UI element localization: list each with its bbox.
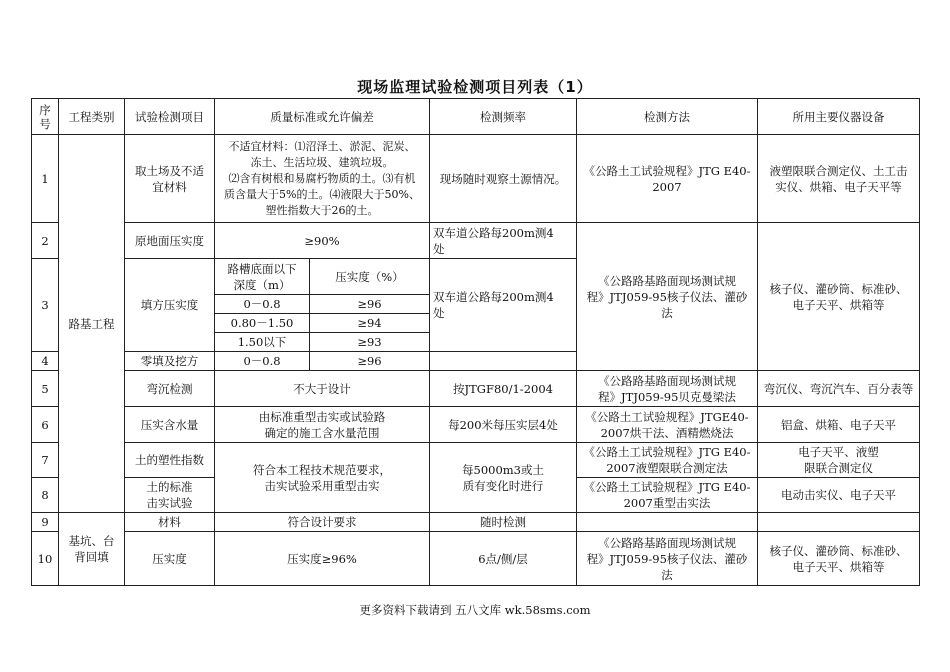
item-cell: 土的塑性指数 bbox=[125, 443, 215, 478]
item-cell: 填方压实度 bbox=[125, 259, 215, 352]
method-cell: 《公路土工试验规程》JTG E40- 2007重型击实法 bbox=[577, 478, 758, 513]
table-row bbox=[32, 371, 920, 407]
method-cell: 《公路路基路面现场测试规 程》JTJ059-95核子仪法、灌砂 法 bbox=[577, 223, 758, 371]
seq-cell: 2 bbox=[32, 223, 59, 259]
frequency-cell: 6点/侧/层 bbox=[430, 532, 577, 586]
seq-cell: 8 bbox=[32, 478, 59, 513]
header-standard: 质量标准或允许偏差 bbox=[215, 99, 430, 135]
header-method: 检测方法 bbox=[577, 99, 758, 135]
item-cell: 土的标准 击实试验 bbox=[125, 478, 215, 513]
seq-cell: 3 bbox=[32, 259, 59, 352]
header-row bbox=[32, 99, 920, 135]
standard-cell: ≥90% bbox=[215, 223, 430, 259]
compaction-cell: ≥94 bbox=[310, 314, 430, 333]
header-equipment: 所用主要仪器设备 bbox=[758, 99, 920, 135]
compaction-cell: ≥96 bbox=[310, 295, 430, 314]
header-category: 工程类别 bbox=[59, 99, 125, 135]
standard-cell: 不适宜材料：⑴沼泽土、淤泥、泥炭、 冻土、生活垃圾、建筑垃圾。 ⑵含有树根和易腐朽物质的土。⑶有机 质含量大于5%的土。⑷液限大于50%、 塑性指数大于26的土。 bbox=[215, 135, 430, 223]
frequency-cell: 双车道公路每200m测4 处 bbox=[430, 259, 577, 352]
category-cell: 路基工程 bbox=[59, 135, 125, 513]
depth-cell: 0－0.8 bbox=[215, 352, 310, 371]
table-row bbox=[32, 443, 920, 478]
subheader-depth: 路槽底面以下 深度（m） bbox=[215, 259, 310, 295]
standard-cell: 不大于设计 bbox=[215, 371, 430, 407]
method-cell: 《公路土工试验规程》JTG E40- 2007 bbox=[577, 135, 758, 223]
method-cell: 《公路土工试验规程》JTG E40- 2007液塑限联合测定法 bbox=[577, 443, 758, 478]
depth-cell: 1.50以下 bbox=[215, 333, 310, 352]
seq-cell: 9 bbox=[32, 513, 59, 532]
compaction-cell: ≥93 bbox=[310, 333, 430, 352]
header-seq: 序 号 bbox=[32, 99, 59, 135]
item-cell: 取土场及不适 宜材料 bbox=[125, 135, 215, 223]
table-row bbox=[32, 223, 920, 259]
method-cell: 《公路路基路面现场测试规 程》JTJ059-95核子仪法、灌砂 法 bbox=[577, 532, 758, 586]
item-cell: 弯沉检测 bbox=[125, 371, 215, 407]
compaction-cell: ≥96 bbox=[310, 352, 430, 371]
footer-text: 更多资料下载请到 五八文库 wk.58sms.com bbox=[359, 603, 591, 617]
equipment-cell bbox=[758, 513, 920, 532]
standard-cell: 压实度≥96% bbox=[215, 532, 430, 586]
method-cell bbox=[577, 513, 758, 532]
standard-cell: 符合设计要求 bbox=[215, 513, 430, 532]
table-row bbox=[32, 513, 920, 532]
page-title: 现场监理试验检测项目列表（1） bbox=[357, 78, 593, 96]
table-row bbox=[32, 407, 920, 443]
equipment-cell: 液塑限联合测定仪、土工击 实仪、烘箱、电子天平等 bbox=[758, 135, 920, 223]
frequency-cell: 随时检测 bbox=[430, 513, 577, 532]
depth-cell: 0－0.8 bbox=[215, 295, 310, 314]
header-item: 试验检测项目 bbox=[125, 99, 215, 135]
frequency-cell bbox=[430, 352, 577, 371]
depth-cell: 0.80－1.50 bbox=[215, 314, 310, 333]
table-row bbox=[32, 532, 920, 586]
seq-cell: 6 bbox=[32, 407, 59, 443]
frequency-cell: 按JTGF80/1-2004 bbox=[430, 371, 577, 407]
header-frequency: 检测频率 bbox=[430, 99, 577, 135]
item-cell: 压实度 bbox=[125, 532, 215, 586]
frequency-cell: 每5000m3或土 质有变化时进行 bbox=[430, 443, 577, 513]
method-cell: 《公路土工试验规程》JTGE40- 2007烘干法、酒精燃烧法 bbox=[577, 407, 758, 443]
method-cell: 《公路路基路面现场测试规 程》JTJ059-95贝克曼梁法 bbox=[577, 371, 758, 407]
item-cell: 零填及挖方 bbox=[125, 352, 215, 371]
seq-cell: 4 bbox=[32, 352, 59, 371]
standard-cell: 符合本工程技术规范要求， 击实试验采用重型击实 bbox=[215, 443, 430, 513]
item-cell: 原地面压实度 bbox=[125, 223, 215, 259]
subheader-compaction: 压实度（%） bbox=[310, 259, 430, 295]
seq-cell: 10 bbox=[32, 532, 59, 586]
equipment-cell: 核子仪、灌砂筒、标准砂、 电子天平、烘箱等 bbox=[758, 532, 920, 586]
seq-cell: 5 bbox=[32, 371, 59, 407]
seq-cell: 7 bbox=[32, 443, 59, 478]
frequency-cell: 每200米每压实层4处 bbox=[430, 407, 577, 443]
frequency-cell: 双车道公路每200m测4 处 bbox=[430, 223, 577, 259]
table-row bbox=[32, 135, 920, 223]
item-cell: 压实含水量 bbox=[125, 407, 215, 443]
item-cell: 材料 bbox=[125, 513, 215, 532]
inspection-table bbox=[31, 98, 920, 586]
standard-cell: 由标准重型击实或试验路 确定的施工含水量范围 bbox=[215, 407, 430, 443]
frequency-cell: 现场随时观察土源情况。 bbox=[430, 135, 577, 223]
equipment-cell: 铝盒、烘箱、电子天平 bbox=[758, 407, 920, 443]
equipment-cell: 核子仪、灌砂筒、标准砂、 电子天平、烘箱等 bbox=[758, 223, 920, 371]
category-cell: 基坑、台 背回填 bbox=[59, 513, 125, 586]
equipment-cell: 电子天平、液塑 限联合测定仪 bbox=[758, 443, 920, 478]
seq-cell: 1 bbox=[32, 135, 59, 223]
equipment-cell: 电动击实仪、电子天平 bbox=[758, 478, 920, 513]
equipment-cell: 弯沉仪、弯沉汽车、百分表等 bbox=[758, 371, 920, 407]
